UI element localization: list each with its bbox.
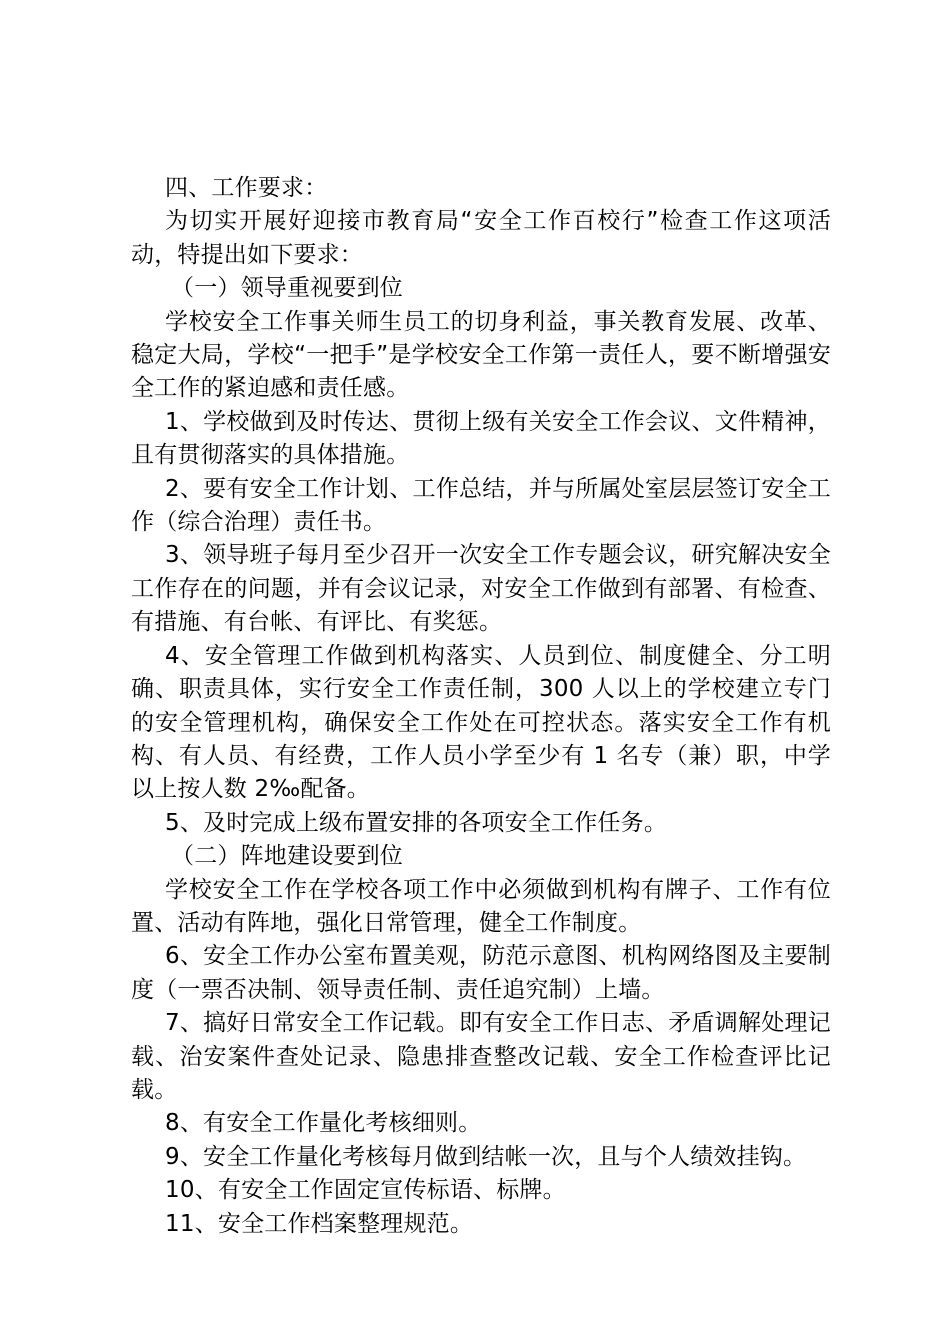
list-item-7: 7、搞好日常安全工作记载。即有安全工作日志、矛盾调解处理记载、治安案件查处记录、隐患排查整改记载、安全工作检查评比记载。 — [131, 1010, 831, 1103]
list-item-11: 11、安全工作档案整理规范。 — [165, 1210, 474, 1237]
list-item-6: 6、安全工作办公室布置美观，防范示意图、机构网络图及主要制度（一票否决制、领导责任制、责任追究制）上墙。 — [131, 943, 831, 1003]
leadership-paragraph: 学校安全工作事关师生员工的切身利益，事关教育发展、改革、稳定大局，学校“一把手”是学校安全工作第一责任人，要不断增强安全工作的紧迫感和责任感。 — [131, 308, 831, 402]
list-item-2: 2、要有安全工作计划、工作总结，并与所属处室层层签订安全工作（综合治理）责任书。 — [131, 475, 831, 536]
list-item-10: 10、有安全工作固定宣传标语、标牌。 — [165, 1177, 566, 1204]
list-item-1: 1、学校做到及时传达、贯彻上级有关安全工作会议、文件精神，且有贯彻落实的具体措施。 — [131, 408, 831, 469]
list-item-8: 8、有安全工作量化考核细则。 — [165, 1110, 482, 1137]
facilities-paragraph: 学校安全工作在学校各项工作中必须做到机构有牌子、工作有位置、活动有阵地，强化日常管理，健全工作制度。 — [131, 876, 831, 936]
document-body — [131, 172, 831, 1241]
list-item-3: 3、领导班子每月至少召开一次安全工作专题会议，研究解决安全工作存在的问题，并有会议记录，对安全工作做到有部署、有检查、有措施、有台帐、有评比、有奖惩。 — [131, 542, 831, 636]
section-heading-work-requirements: 四、工作要求： — [165, 175, 328, 201]
intro-paragraph: 为切实开展好迎接市教育局“安全工作百校行”检查工作这项活动，特提出如下要求： — [131, 208, 831, 268]
list-item-4: 4、安全管理工作做到机构落实、人员到位、制度健全、分工明确、职责具体，实行安全工作责任制，300 人以上的学校建立专门的安全管理机构，确保安全工作处在可控状态。落实安全工作有机构、有人员、有经费，工作人员小学至少有 1 名专（兼）职，中学以上按人数 2‰配备。 — [131, 642, 831, 803]
subsection-heading-facilities: （二）阵地建设要到位 — [171, 843, 403, 870]
list-item-5: 5、及时完成上级布置安排的各项安全工作任务。 — [165, 809, 668, 836]
list-item-9: 9、安全工作量化考核每月做到结帐一次，且与个人绩效挂钩。 — [165, 1143, 807, 1170]
subsection-heading-leadership: （一）领导重视要到位 — [171, 275, 403, 302]
